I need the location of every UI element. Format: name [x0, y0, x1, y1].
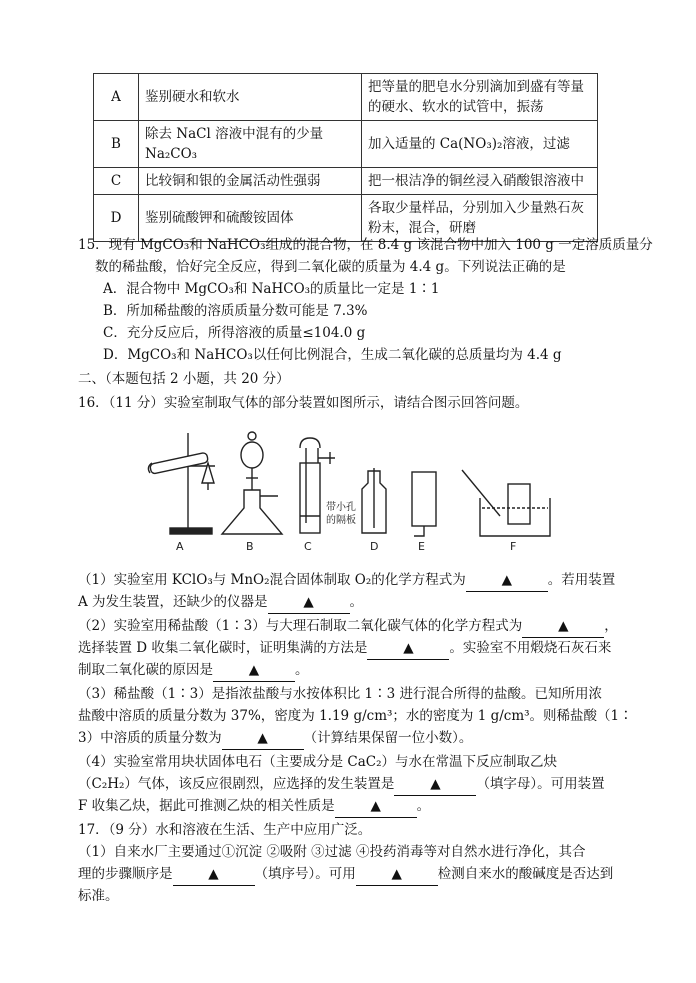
plate-note-2: 的隔板 [326, 515, 356, 526]
apparatus-f [462, 470, 550, 536]
q15-stem: 15．现有 MgCO₃和 NaHCO₃组成的混合物，在 8.4 g 该混合物中加入 100 g 一定溶质质量分 [78, 237, 653, 253]
section-heading: 二、（本题包括 2 小题，共 20 分） [78, 371, 290, 387]
q16-part3-line3: 3）中溶质的质量分数为 ▲ （计算结果保留一位小数）。 [78, 728, 472, 750]
apparatus-d [362, 468, 386, 533]
answer-blank: ▲ [466, 570, 548, 592]
q15-option-a: A．混合物中 MgCO₃和 NaHCO₃的质量比一定是 1∶1 [103, 281, 440, 297]
q15-stem-cont: 数的稀盐酸，恰好完全反应，得到二氧化碳的质量为 4.4 g。下列说法正确的是 [95, 259, 566, 275]
options-table [93, 73, 598, 242]
q16-part3-line1: （3）稀盐酸（1∶3）是指浓盐酸与水按体积比 1∶3 进行混合所得的盐酸。已知所用浓 [78, 686, 603, 702]
label-b: B [246, 540, 254, 553]
q15-option-b: B．所加稀盐酸的溶质质量分数可能是 7.3% [103, 303, 368, 319]
experiment-method: 加入适量的 Ca(NO₃)₂溶液，过滤 [362, 121, 598, 168]
experiment-method: 把等量的肥皂水分别滴加到盛有等量的硬水、软水的试管中，振荡 [362, 74, 598, 121]
label-a: A [176, 540, 184, 553]
option-letter: B [94, 121, 139, 168]
q17-stem: 17．（9 分）水和溶液在生活、生产中应用广泛。 [78, 822, 372, 838]
answer-blank: ▲ [394, 774, 476, 796]
answer-blank: ▲ [213, 660, 295, 682]
apparatus-b [222, 432, 282, 534]
answer-blank: ▲ [335, 796, 417, 818]
apparatus-a [148, 433, 215, 534]
answer-blank: ▲ [268, 592, 350, 614]
q16-part2-line1: （2）实验室用稀盐酸（1∶3）与大理石制取二氧化碳气体的化学方程式为 ▲ ， [78, 616, 618, 638]
answer-blank: ▲ [367, 638, 449, 660]
q16-part4-line3: F 收集乙炔，据此可推测乙炔的相关性质是 ▲ 。 [78, 796, 430, 818]
answer-blank: ▲ [222, 728, 304, 750]
q16-part1-line1: （1）实验室用 KClO₃与 MnO₂混合固体制取 O₂的化学方程式为 ▲ 。若用装置 [78, 570, 615, 592]
answer-blank: ▲ [522, 616, 604, 638]
experiment-purpose: 鉴别硬水和软水 [139, 74, 362, 121]
q16-part4-line2: （C₂H₂）气体，该反应很剧烈，应选择的发生装置是 ▲ （填字母）。可用装置 [78, 774, 605, 796]
experiment-purpose: 比较铜和银的金属活动性强弱 [139, 168, 362, 195]
table-row [94, 168, 598, 195]
q16-stem: 16．（11 分）实验室制取气体的部分装置如图所示，请结合图示回答问题。 [78, 395, 529, 411]
label-d: D [370, 540, 379, 553]
q16-part4-line1: （4）实验室常用块状固体电石（主要成分是 CaC₂）与水在常温下反应制取乙炔 [78, 754, 557, 770]
q16-part1-line2: A 为发生装置，还缺少的仪器是 ▲ 。 [78, 592, 363, 614]
experiment-purpose: 鉴别硫酸钾和硫酸铵固体 [139, 195, 362, 242]
q15-option-d: D．MgCO₃和 NaHCO₃以任何比例混合，生成二氧化碳的总质量均为 4.4 g [103, 347, 562, 363]
label-c: C [304, 540, 312, 553]
label-f: F [510, 540, 517, 553]
option-letter: C [94, 168, 139, 195]
experiment-purpose: 除去 NaCl 溶液中混有的少量 Na₂CO₃ [139, 121, 362, 168]
plate-note-1: 带小孔 [326, 502, 356, 513]
q16-part3-line2: 盐酸中溶质的质量分数为 37%，密度为 1.19 g/cm³；水的密度为 1 g/cm³。则稀盐酸（1∶ [78, 708, 633, 724]
q17-part1-line3: 标准。 [78, 888, 119, 904]
option-letter: D [94, 195, 139, 242]
option-letter: A [94, 74, 139, 121]
apparatus-e [412, 472, 436, 536]
q17-part1-line2: 理的步骤顺序是 ▲ （填序号）。可用 ▲ 检测自来水的酸碱度是否达到 [78, 864, 613, 886]
table-row [94, 121, 598, 168]
experiment-method: 各取少量样品，分别加入少量熟石灰粉末，混合，研磨 [362, 195, 598, 242]
apparatus-figure [140, 428, 560, 553]
answer-blank: ▲ [173, 864, 255, 886]
q17-part1-line1: （1）自来水厂主要通过①沉淀 ②吸附 ③过滤 ④投药消毒等对自然水进行净化，其合 [78, 844, 586, 860]
q15-option-c: C．充分反应后，所得溶液的质量≤104.0 g [103, 325, 366, 341]
q16-part2-line3: 制取二氧化碳的原因是 ▲ 。 [78, 660, 309, 682]
label-e: E [418, 540, 425, 553]
answer-blank: ▲ [356, 864, 438, 886]
q16-part2-line2: 选择装置 D 收集二氧化碳时，证明集满的方法是 ▲ 。实验室不用煅烧石灰石来 [78, 638, 611, 660]
experiment-method: 把一根洁净的铜丝浸入硝酸银溶液中 [362, 168, 598, 195]
table-row [94, 74, 598, 121]
